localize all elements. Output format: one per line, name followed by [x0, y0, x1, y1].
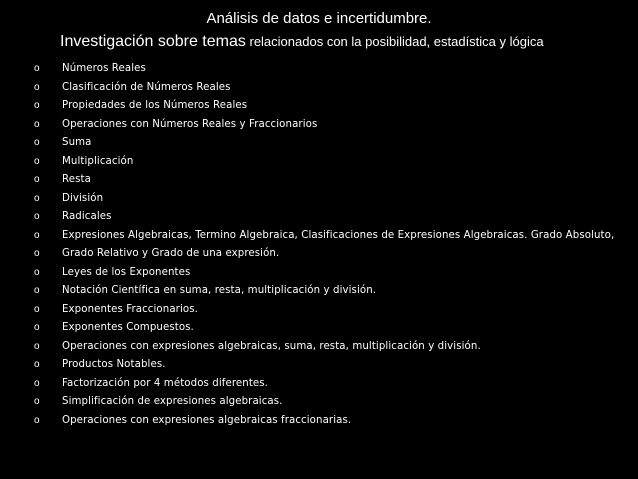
slide-title: Análisis de datos e incertidumbre.: [206, 10, 432, 27]
list-item-text: Factorización por 4 métodos diferentes.: [62, 377, 269, 389]
bullet-icon: o: [34, 322, 40, 333]
list-item-text: Exponentes Compuestos.: [62, 322, 194, 333]
list-item-text: Operaciones con expresiones algebraicas fraccionarias.: [62, 414, 352, 426]
list-item-text: Expresiones Algebraicas, Termino Algebraica, Clasificaciones de Expresiones Algebraicas. Grado Absoluto,: [62, 229, 615, 241]
list-item-text: Exponentes Fraccionarios.: [62, 303, 198, 315]
bullet-icon: o: [34, 377, 40, 389]
bullet-icon: o: [34, 285, 40, 296]
bullet-icon: o: [34, 174, 40, 185]
list-item-text: Propiedades de los Números Reales: [62, 100, 248, 111]
list-item-text: Simplificación de expresiones algebraicas.: [62, 396, 283, 407]
bullet-icon: o: [34, 396, 40, 407]
bullet-icon: o: [34, 340, 40, 352]
bullet-icon: o: [34, 359, 40, 370]
bullet-icon: o: [34, 81, 40, 93]
bullet-icon: o: [34, 414, 40, 426]
list-item-text: División: [62, 192, 104, 204]
bullet-icon: o: [34, 63, 40, 74]
bullet-icon: o: [34, 229, 40, 241]
list-item-text: Productos Notables.: [62, 359, 166, 370]
list-item-text: Resta: [62, 174, 91, 185]
subtitle-main: Investigación sobre temas: [60, 33, 246, 50]
list-item-text: Grado Relativo y Grado de una expresión.: [62, 248, 280, 259]
list-item-text: Notación Científica en suma, resta, multiplicación y división.: [62, 285, 377, 296]
subtitle-rest: relacionados con la posibilidad, estadística y lógica: [245, 34, 544, 49]
bullet-icon: o: [34, 118, 40, 130]
bullet-icon: o: [34, 192, 40, 204]
bullet-icon: o: [34, 211, 40, 222]
list-item-text: Operaciones con Números Reales y Fraccionarios: [62, 118, 318, 130]
list-item-text: Radicales: [62, 211, 112, 222]
list-item-text: Suma: [62, 137, 92, 148]
bullet-icon: o: [34, 266, 40, 278]
bullet-icon: o: [34, 303, 40, 315]
list-item-text: Multiplicación: [62, 155, 134, 167]
bullet-icon: o: [34, 137, 40, 148]
list-item-text: Operaciones con expresiones algebraicas, suma, resta, multiplicación y división.: [62, 340, 481, 352]
list-item-text: Leyes de los Exponentes: [62, 266, 191, 278]
slide-subtitle: [60, 32, 544, 52]
list-item-text: Números Reales: [62, 63, 146, 74]
bullet-icon: o: [34, 248, 40, 259]
bullet-icon: o: [34, 155, 40, 167]
list-item-text: Clasificación de Números Reales: [62, 81, 231, 93]
bullet-icon: o: [34, 100, 40, 111]
